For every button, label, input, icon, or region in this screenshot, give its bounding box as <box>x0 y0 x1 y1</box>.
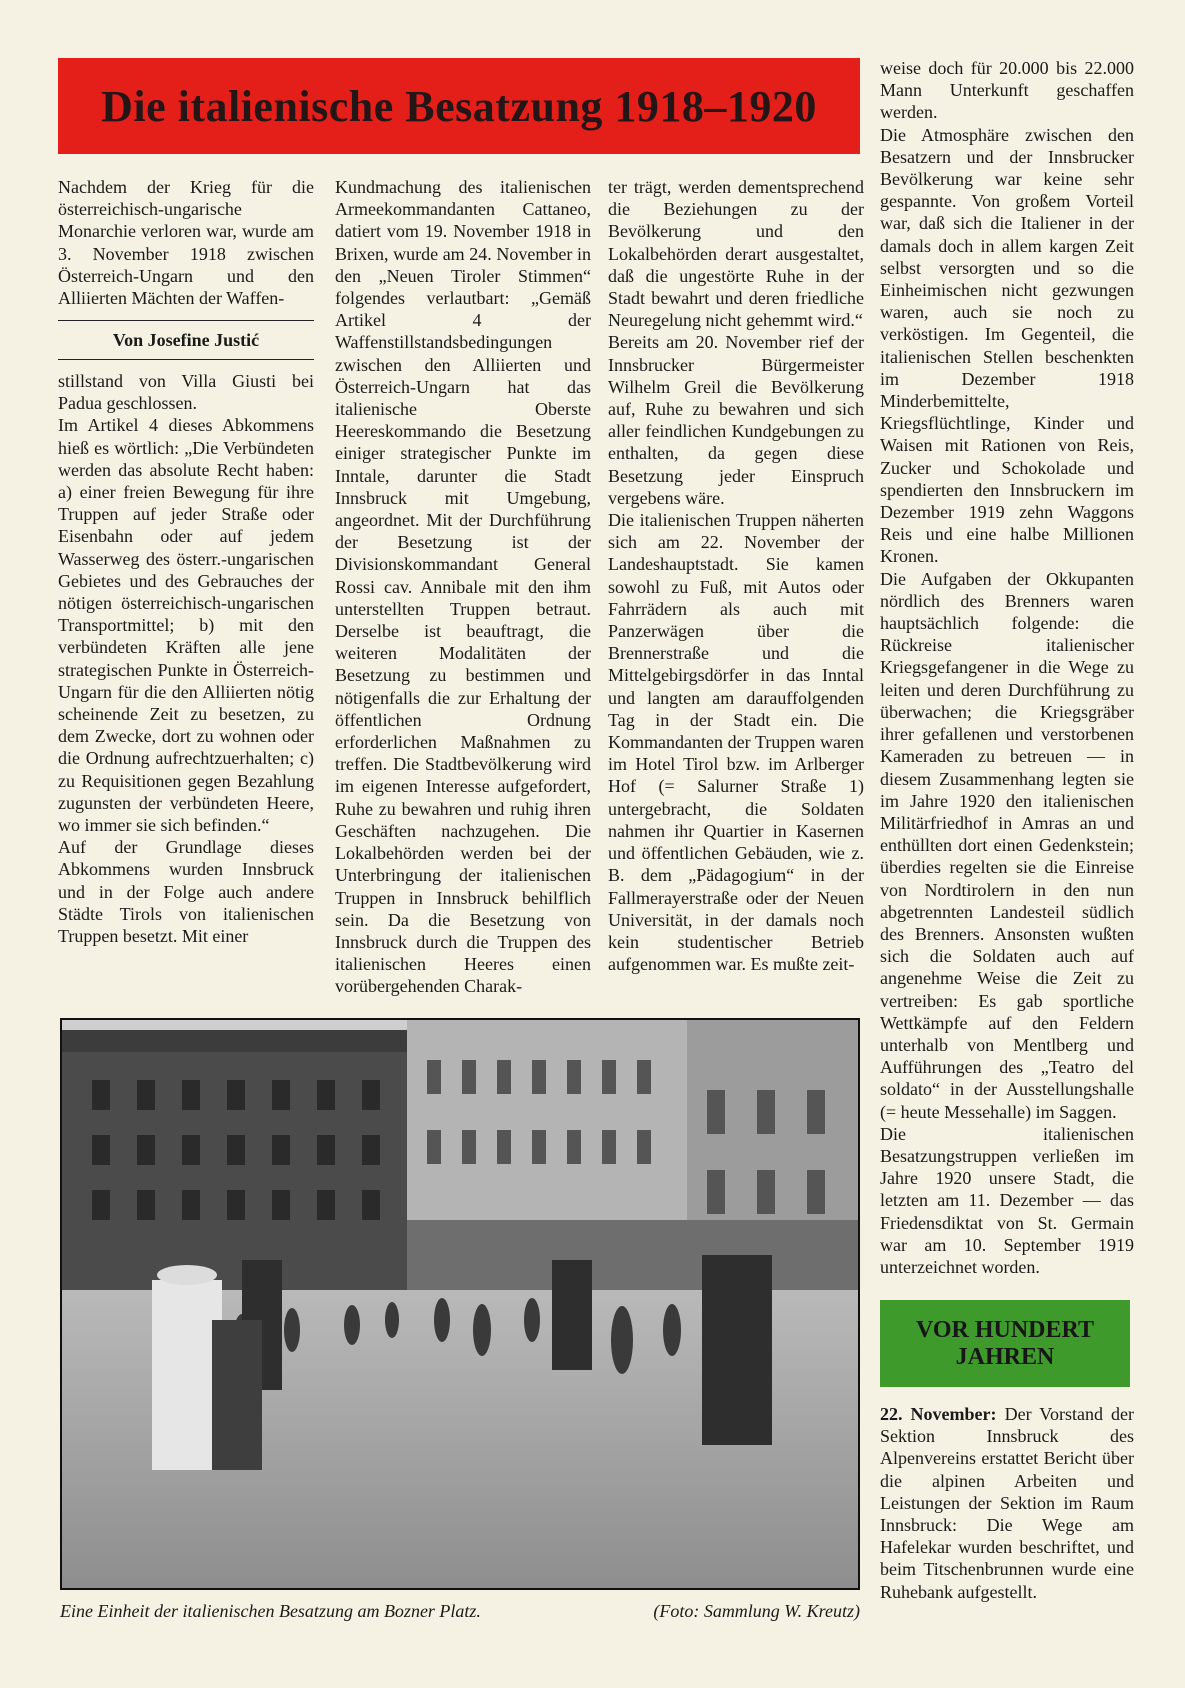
column-1-bottom <box>58 370 314 947</box>
historic-photo <box>60 1018 860 1590</box>
sidebar-heading-line2: JAHREN <box>955 1343 1055 1370</box>
photo-caption: Eine Einheit der italienischen Besatzung am Bozner Platz. <box>60 1601 481 1621</box>
column-4 <box>880 57 1134 1278</box>
sidebar-text <box>880 1403 1134 1603</box>
paragraph: Die italienischen Truppen näherten sich am 22. November der Landeshauptstadt. Sie kamen sowohl zu Fuß, mit Autos oder Fahrrädern als auch mit Panzerwägen über die Brennerstraße und die Mittelgebirgsdörfer in das Inntal und langten am darauffolgenden Tag in der Stadt ein. Die Kommandanten der Truppen waren im Hotel Tirol bzw. im Arlberger Hof (= Salurner Straße 1) untergebracht, die Soldaten nahmen ihr Quartier in Kasernen und öffentlichen Gebäuden, wie z. B. dem „Pädagogium“ in der Fallmerayerstraße oder der Neuen Universität, in der damals noch kein studentischer Betrieb aufgenommen war. Es mußte zeit- <box>608 510 864 975</box>
column-2 <box>335 176 591 998</box>
paragraph: Die Atmosphäre zwischen den Besatzern und der Innsbrucker Bevölkerung war keine sehr gespannte. Von großem Vorteil war, daß sich die Italiener in der damals doch in allem kargen Zeit selbst versorgten und so die Einheimischen nicht gezwungen waren, auch sie noch zu verköstigen. Im Gegenteil, die italienischen Stellen beschenkten im Dezember 1918 Minderbemittelte, Kriegsflüchtlinge, Kinder und Waisen mit Rationen von Reis, Zucker und Schokolade und spendierten den Innsbruckern im Dezember 1919 zehn Waggons Reis und eine halbe Millionen Kronen. <box>880 124 1134 567</box>
sidebar-date: 22. November: <box>880 1404 997 1424</box>
photo-credit: (Foto: Sammlung W. Kreutz) <box>653 1601 860 1621</box>
photo-illustration <box>62 1020 858 1588</box>
sidebar-heading <box>880 1300 1130 1387</box>
column-1-top <box>58 176 314 309</box>
paragraph: Nachdem der Krieg für die österreichisch-ungarische Monarchie verloren war, wurde am 3. November 1918 zwischen Österreich-Ungarn und den Alliierten Mächten der Waffen- <box>58 177 314 309</box>
paragraph: stillstand von Villa Giusti bei Padua geschlossen. <box>58 371 314 414</box>
author-byline: Von Josefine Justić <box>58 320 314 360</box>
column-3 <box>608 176 864 975</box>
paragraph: Auf der Grundlage dieses Abkommens wurden Innsbruck und in der Folge auch andere Städte Tirols von italienischen Truppen besetzt. Mit einer <box>58 837 314 947</box>
sidebar-heading-line1: VOR HUNDERT <box>915 1316 1095 1343</box>
paragraph: Im Artikel 4 dieses Abkommens hieß es wörtlich: „Die Verbündeten werden das absolute Recht haben: a) einer freien Bewegung für ihre Truppen auf jeder Straße oder Eisenbahn oder auf jedem Wasserweg des österr.-ungarischen Gebietes und des Gebrauches der nötigen österreichisch-ungarischen Transportmittel; b) mit den verbündeten Kräften alle jene strategischen Punkte in Österreich-Ungarn für die den Alliierten nötig scheinende Zeit zu besetzen, zu dem Zwecke, dort zu wohnen oder die Ordnung aufrechtzuerhalten; c) zu Requisitionen gegen Bezahlung zugunsten der verbündeten Heere, wo immer sie sich befinden.“ <box>58 415 314 836</box>
paragraph: Bereits am 20. November rief der Innsbrucker Bürgermeister Wilhelm Greil die Bevölkerung auf, Ruhe zu bewahren und sich aller feindlichen Kundgebungen zu enthalten, da gegen diese Besetzung jeder Einspruch vergebens wäre. <box>608 332 864 508</box>
paragraph: Kundmachung des italienischen Armeekommandanten Cattaneo, datiert vom 19. November 1918 in Brixen, wurde am 24. November in den „Neuen Tiroler Stimmen“ folgendes verlautbart: „Gemäß Artikel 4 der Waffenstillstandsbedingungen zwischen den Alliierten und Österreich-Ungarn hat das italienische Oberste Heereskommando die Besetzung einiger strategischer Punkte im Inntale, darunter die Stadt Innsbruck mit Umgebung, angeordnet. Mit der Durchführung der Besetzung ist der Divisionskommandant General Rossi cav. Annibale mit den ihm unterstellten Truppen betraut. Derselbe ist beauftragt, die weiteren Modalitäten der Besetzung zu bestimmen und nötigenfalls die zur Erhaltung der öffentlichen Ordnung erforderlichen Maßnahmen zu treffen. Die Stadtbevölkerung wird im eigenen Interesse aufgefordert, Ruhe zu bewahren und ruhig ihren Geschäften nachzugehen. Die Lokalbehörden werden bei der Unterbringung der italienischen Truppen in Innsbruck behilflich sein. Da die Besetzung von Innsbruck durch die Truppen des italienischen Heeres einen vorübergehenden Charak- <box>335 177 591 997</box>
paragraph: Die Aufgaben der Okkupanten nördlich des Brenners waren hauptsächlich folgende: die Rückreise italienischer Kriegsgefangener in die Wege zu leiten und deren Durchführung zu überwachen; die Kriegsgräber ihrer gefallenen und verstorbenen Kameraden zu betreuen — in diesem Zusammenhang legten sie im Jahre 1920 den italienischen Militärfriedhof in Amras an und enthüllten dort einen Gedenkstein; überdies regelten sie die Einreise von Nordtirolern in den nun abgetrennten Landesteil südlich des Brenners. Ansonsten wußten sich die Soldaten auch auf angenehme Weise die Zeit zu vertreiben: Es gab sportliche Wettkämpfe auf den Feldern unterhalb von Mentlberg und Aufführungen des „Teatro del soldato“ in der Ausstellungshalle (= heute Messehalle) im Saggen. <box>880 568 1134 1122</box>
title-banner <box>58 58 860 154</box>
paragraph: ter trägt, werden dementsprechend die Beziehungen zu der Bevölkerung und den Lokalbehörden derart ausgestaltet, daß die ungestörte Ruhe in der Stadt bewahrt und deren friedliche Neuregelung nicht gehemmt wird.“ <box>608 177 864 331</box>
sidebar-body: Der Vorstand der Sektion Innsbruck des Alpenvereins erstattet Bericht über die alpinen Arbeiten und Leistungen der Sektion im Raum Innsbruck: Die Wege am Hafelekar wurden beschriftet, und beim Titschenbrunnen wurde eine Ruhebank aufgestellt. <box>880 1404 1135 1602</box>
paragraph: weise doch für 20.000 bis 22.000 Mann Unterkunft geschaffen werden. <box>880 58 1134 123</box>
article-title: Die italienische Besatzung 1918–1920 <box>101 81 817 131</box>
paragraph: Die italienischen Besatzungstruppen verließen im Jahre 1920 unsere Stadt, die letzten am 11. Dezember — das Friedensdiktat von St. Germain war am 10. September 1919 unterzeichnet worden. <box>880 1123 1134 1277</box>
